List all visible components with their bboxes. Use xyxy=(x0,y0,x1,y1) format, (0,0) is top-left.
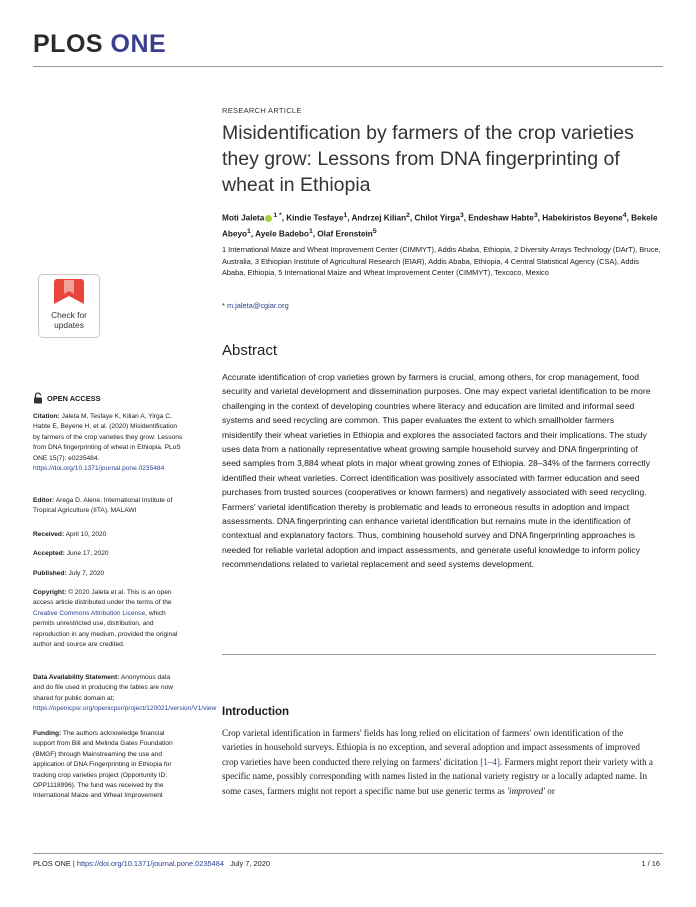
author-name[interactable]: , Bekele Abeyo xyxy=(222,213,658,239)
author-affil-sup: 4 xyxy=(622,212,627,219)
corresponding-author xyxy=(222,301,289,310)
author-affil-sup: 1 xyxy=(343,212,348,219)
footer-divider xyxy=(33,853,663,854)
introduction-heading: Introduction xyxy=(222,706,290,718)
received-block xyxy=(33,530,183,540)
affiliations: 1 International Maize and Wheat Improvement Center (CIMMYT), Addis Ababa, Ethiopia, 2 Diversity Arrays Technology (DArT), Bruce, Australia, 3 Ethiopian Institute of Agricultural Research (EIAR), Addis Ababa, Ethiopia, 4 Central Statistical Agency (CSA), Addis Ababa, Ethiopia, 5 International Maize and Wheat Improvement Center (CIMMYT), Texcoco, Mexico xyxy=(222,245,661,277)
article-title: Misidentification by farmers of the crop varieties they grow: Lessons from DNA fingerprinting of wheat in Ethiopia xyxy=(222,122,634,196)
funding-block xyxy=(33,729,183,802)
footer-date: July 7, 2020 xyxy=(230,859,270,868)
author-name[interactable]: , Chilot Yirga xyxy=(409,213,460,223)
journal-logo-one: ONE xyxy=(110,30,167,58)
corresponding-mark: * xyxy=(222,301,225,310)
footer-separator: | xyxy=(70,859,77,868)
orcid-icon[interactable] xyxy=(265,215,272,222)
accepted-label: Accepted: xyxy=(33,550,65,557)
citation-text: Jaleta M, Tesfaye K, Kilian A, Yirga C, Habte E, Beyene H, et al. (2020) Misidentification by farmers of the crop varieties they grow: Lessons from DNA fingerprinting of wheat in Ethiopia. PLoS ONE 15(7): e0235484. xyxy=(33,413,183,462)
author-name[interactable]: , Andrzej Kilian xyxy=(347,213,407,223)
author-affil-sup: 5 xyxy=(372,227,377,235)
author-affil-sup: 1 xyxy=(308,227,313,235)
published-block xyxy=(33,569,183,579)
author-affil-sup: 3 xyxy=(459,212,464,219)
published-date: July 7, 2020 xyxy=(68,570,105,577)
badge-line2: updates xyxy=(54,320,84,330)
author-list xyxy=(222,209,662,240)
copyright-text: © 2020 Jaleta et al. This is an open access article distributed under the terms of the xyxy=(33,589,172,607)
data-availability-label: Data Availability Statement: xyxy=(33,674,120,681)
editor-block xyxy=(33,496,183,517)
copyright-label: Copyright: xyxy=(33,589,67,596)
editor-label: Editor: xyxy=(33,497,55,504)
reference-link[interactable]: [1–4] xyxy=(480,756,500,767)
data-availability-link[interactable]: https://openicpsr.org/openicpsr/project/120021/version/V1/view xyxy=(33,705,217,713)
corresponding-email-link[interactable]: m.jaleta@cgiar.org xyxy=(226,301,289,310)
funding-label: Funding: xyxy=(33,730,62,737)
copyright-block xyxy=(33,588,183,650)
author-name[interactable]: , Olaf Erenstein xyxy=(312,229,373,239)
funding-text: The authors acknowledge financial support from Bill and Melinda Gates Foundation (BMGF) through Mainstreaming the use and application of DNA Fingerprinting in Ethiopia for tracking crop varieties project (Opportunity ID: OPP1118996). The fund was received by the International Maize and Wheat Improvement xyxy=(33,730,173,800)
open-access-label xyxy=(33,392,101,404)
accepted-block xyxy=(33,549,183,559)
open-access-text: OPEN ACCESS xyxy=(47,393,101,403)
footer-journal: PLOS ONE xyxy=(33,859,71,868)
copyright-text-end: , which permits unrestricted use, distribution, and reproduction in any medium, provided the original author and source are credited. xyxy=(33,609,178,649)
author-name[interactable]: , Ayele Badebo xyxy=(250,229,309,239)
page-number: 1 / 16 xyxy=(641,859,660,868)
badge-label xyxy=(38,310,100,330)
data-availability-block xyxy=(33,673,217,715)
accepted-date: June 17, 2020 xyxy=(66,550,109,557)
published-label: Published: xyxy=(33,570,67,577)
citation-label: Citation: xyxy=(33,413,60,420)
author-name[interactable]: , Endeshaw Habte xyxy=(463,213,534,223)
abstract-divider xyxy=(222,654,656,655)
author-name[interactable]: , Habekiristos Beyene xyxy=(537,213,623,223)
intro-text-2: . Farmers might report their variety with a specific name, possibly corresponding with names listed in the national variety registry or a locally adapted name. In some cases, farmers might not report a specific name but use generic terms as xyxy=(222,756,653,796)
citation-block xyxy=(33,412,183,474)
data-availability-text: Anonymous data and do file used in producing the tables are now shared for public domain at; xyxy=(33,674,174,702)
footer-citation xyxy=(33,859,270,868)
license-link[interactable]: Creative Commons Attribution License xyxy=(33,609,146,617)
header-divider xyxy=(33,66,663,67)
check-for-updates-badge[interactable] xyxy=(38,274,100,338)
article-type: RESEARCH ARTICLE xyxy=(222,106,302,115)
author-affil-sup: 3 xyxy=(533,212,538,219)
author-affil-sup: 2 xyxy=(406,212,410,219)
intro-text-1: Crop varietal identification in farmers' fields has long relied on elicitation of farmers' own identification of the varieties in household surveys. Ethiopia is no exception, and several adoption and impact assessments of improved crop varieties have been conducted there relying on farmers' dicitation xyxy=(222,728,640,767)
intro-text-3: or xyxy=(545,785,555,796)
footer-doi-link[interactable]: https://doi.org/10.1371/journal.pone.0235484 xyxy=(76,859,224,868)
author-affil-sup: 1 * xyxy=(273,212,282,219)
received-label: Received: xyxy=(33,531,65,538)
author-name[interactable]: Moti Jaleta xyxy=(222,213,265,223)
received-date: April 10, 2020 xyxy=(65,531,107,538)
introduction-body xyxy=(222,726,655,798)
citation-doi-link[interactable]: https://doi.org/10.1371/journal.pone.0235484 xyxy=(33,465,165,473)
open-lock-icon xyxy=(33,392,43,404)
intro-italic-term: 'improved' xyxy=(507,785,546,796)
author-name[interactable]: , Kindie Tesfaye xyxy=(281,213,344,223)
editor-text: Arega D. Alene, International Institute of Tropical Agriculture (IITA), MALAWI xyxy=(33,497,173,515)
journal-logo xyxy=(33,30,166,59)
abstract-heading: Abstract xyxy=(222,342,278,359)
abstract-body: Accurate identification of crop varieties grown by farmers is crucial, among others, for crop management, food security and varietal development and dissemination purposes. One may expect varietal identification to be more challenging in the context of developing countries where literacy and education are limited and informal seed systems and seed recycling are common. This paper evaluates the extent to which smallholder farmers misidentify their wheat varieties in Ethiopia and explores the associated factors and their implications. The study uses data from a nationally representative wheat growing sample household survey and DNA fingerprinting of seed samples from 3,884 wheat plots in major wheat growing zones of Ethiopia. 28–34% of the farmers correctly identified their wheat varieties. Correct identification was positively associated with farmer education and seed purchases from trusted sources (cooperatives or known farmers) and negatively associated with seed recycling. Farmers' varietal identification thereby is problematic and leads to erroneous results in adoption and impact assessments. DNA fingerprinting can enhance varietal identification but remains mute in the identification of contextual and explanatory factors. Thus, combining household survey and DNA fingerprinting approaches is needed for reliable varietal adoption and impact assessments, and generate useful knowledge to inform policy recommendations related to varietal replacement and seed systems development. xyxy=(222,372,651,570)
author-affil-sup: 1 xyxy=(247,227,251,235)
journal-logo-plos: PLOS xyxy=(33,30,104,58)
badge-line1: Check for xyxy=(51,310,87,320)
